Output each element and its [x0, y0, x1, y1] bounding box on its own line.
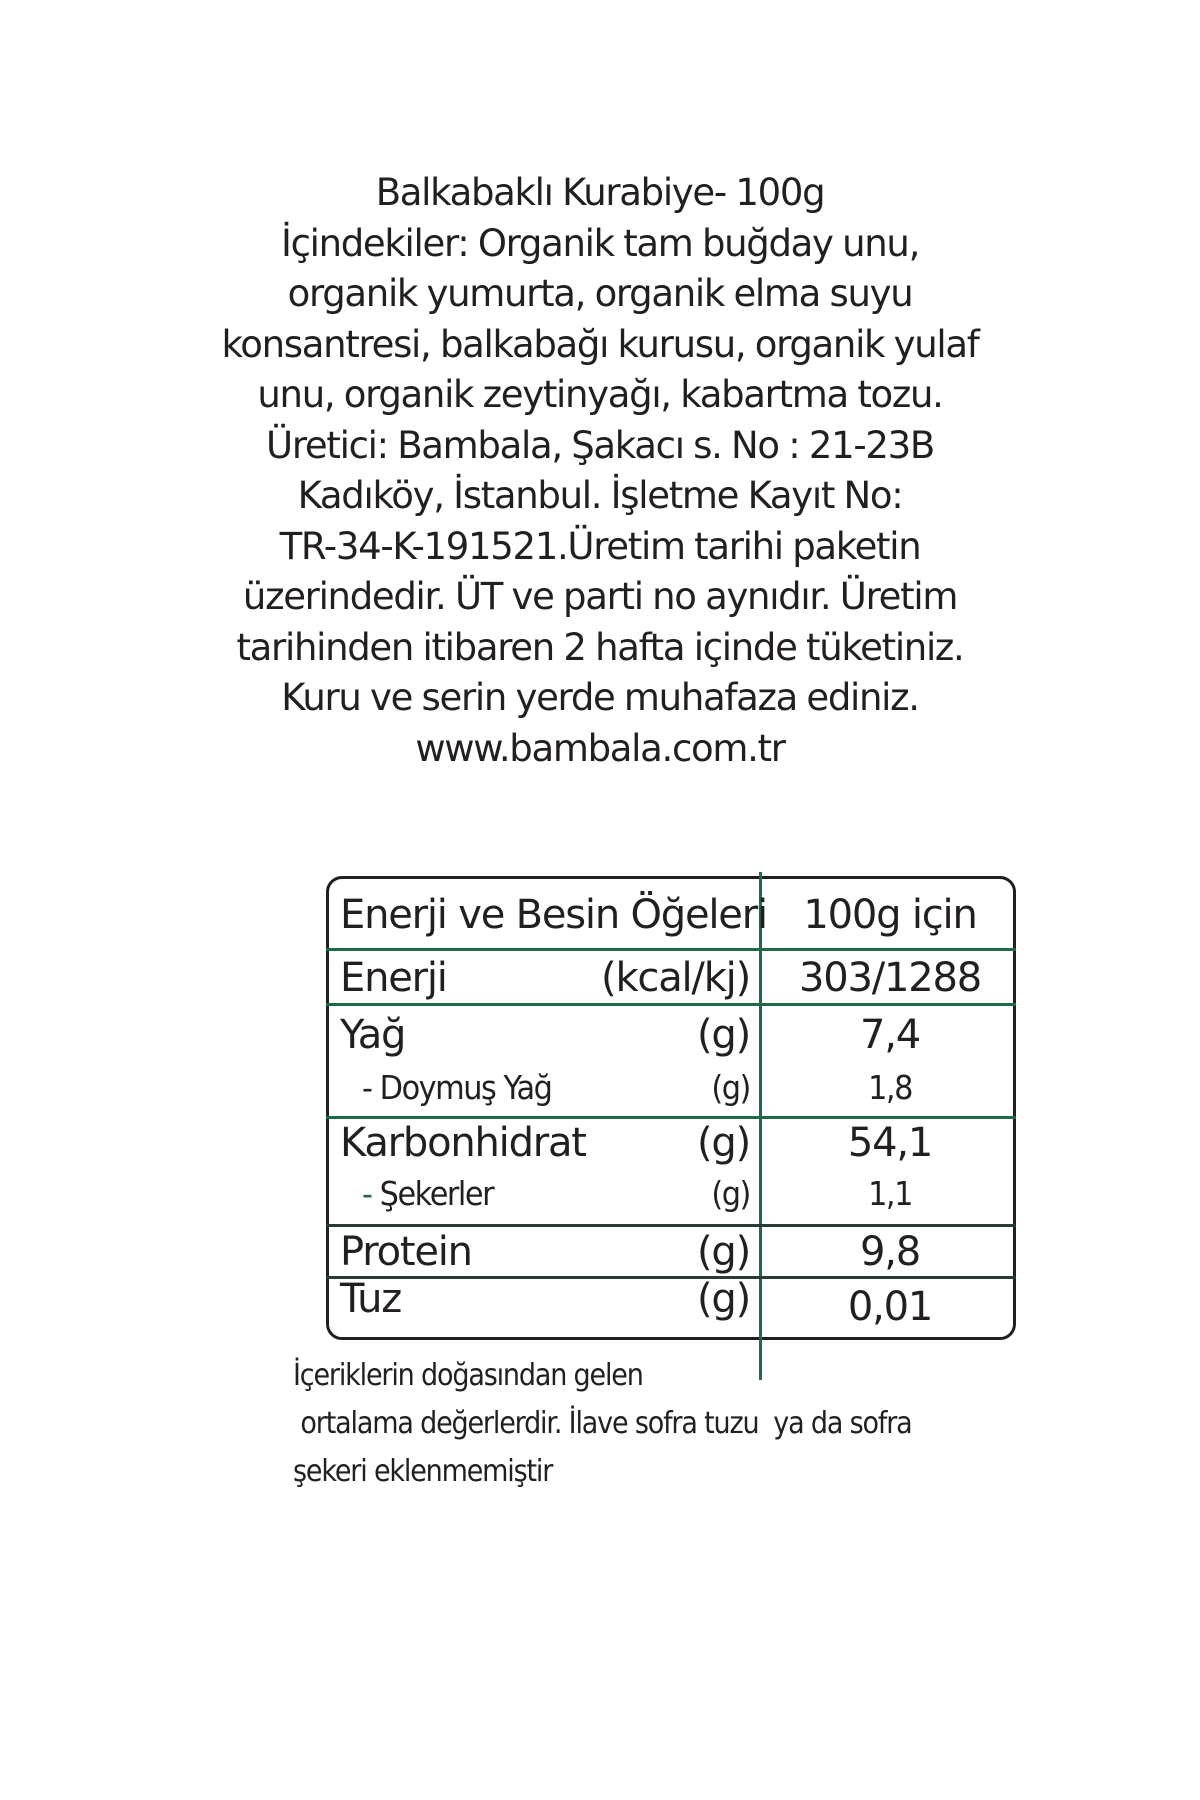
nutrient-value-energy: 303/1288 [798, 955, 982, 1001]
nutrient-name-saturated-fat: - Doymuş Yağ [362, 1068, 552, 1107]
ingredients-line: konsantresi, balkabağı kurusu, organik yulaf [221, 322, 979, 366]
row-divider [326, 1224, 1016, 1227]
nutrient-value-carbohydrate: 54,1 [847, 1120, 933, 1166]
website-url: www.bambala.com.tr [415, 726, 785, 770]
nutrient-name-sugars [362, 1174, 493, 1213]
nutrient-value-sugars: 1,1 [868, 1174, 912, 1213]
product-description [100, 168, 1100, 774]
row-divider [326, 1276, 1016, 1279]
nutrient-name-protein: Protein [340, 1229, 472, 1275]
nutrient-unit-energy: (kcal/kj) [601, 955, 750, 1001]
nutrient-name-fat: Yağ [340, 1012, 406, 1058]
nutrient-unit-protein: (g) [696, 1229, 750, 1275]
ingredients-line: organik yumurta, organik elma suyu [287, 272, 913, 315]
product-title: Balkabaklı Kurabiye- 100g [375, 171, 825, 214]
footnote-line: İçeriklerin doğasından gelen [293, 1358, 643, 1393]
nutrient-unit-sugars: (g) [711, 1174, 750, 1213]
nutrient-unit-salt: (g) [696, 1276, 750, 1322]
nutrient-name-salt: Tuz [340, 1276, 402, 1322]
production-info-line: üzerindedir. ÜT ve parti no aynıdır. Üretim [242, 575, 958, 618]
row-divider [326, 948, 1016, 951]
footnote-line: şekeri eklenmemiştir [293, 1454, 553, 1489]
row-divider [326, 1003, 1016, 1006]
nutrient-value-protein: 9,8 [859, 1229, 920, 1275]
nutrient-unit-fat: (g) [696, 1012, 750, 1058]
nutrient-name-energy: Enerji [340, 955, 447, 1001]
nutrient-value-salt: 0,01 [847, 1284, 933, 1330]
nutrient-value-saturated-fat: 1,8 [868, 1068, 912, 1107]
nutrient-unit-carbohydrate: (g) [696, 1120, 750, 1166]
nutrient-name-carbohydrate: Karbonhidrat [340, 1120, 586, 1166]
nutrition-footnote [293, 1352, 912, 1496]
manufacturer-line: Üretici: Bambala, Şakacı s. No : 21-23B [266, 423, 934, 467]
nutrition-header-label: Enerji ve Besin Öğeleri [340, 892, 767, 938]
footnote-line: ortalama değerlerdir. İlave sofra tuzu ya da sofra [293, 1406, 912, 1441]
nutrition-header-value: 100g için [803, 892, 977, 938]
ingredients-line: unu, organik zeytinyağı, kabartma tozu. [257, 373, 943, 416]
consumption-info-line: tarihinden itibaren 2 hafta içinde tüketiniz. [236, 625, 964, 669]
production-info-line: TR-34-K-191521.Üretim tarihi paketin [279, 524, 921, 568]
nutrient-value-fat: 7,4 [859, 1012, 920, 1058]
storage-info-line: Kuru ve serin yerde muhafaza ediniz. [281, 676, 919, 719]
sugars-dash: - [362, 1174, 372, 1213]
row-divider [326, 1116, 1016, 1119]
manufacturer-line: Kadıköy, İstanbul. İşletme Kayıt No: [297, 474, 903, 517]
sugars-label: Şekerler [379, 1174, 494, 1213]
ingredients-line: İçindekiler: Organik tam buğday unu, [280, 221, 920, 265]
nutrient-unit-saturated-fat: (g) [711, 1068, 750, 1107]
